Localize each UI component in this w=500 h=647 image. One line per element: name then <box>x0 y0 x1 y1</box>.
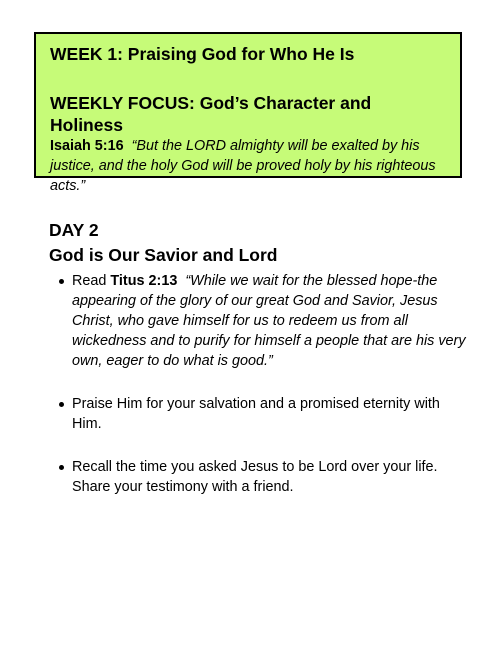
focus-verse <box>50 136 446 196</box>
day-title: God is Our Savior and Lord <box>49 245 278 265</box>
weekly-focus-title: WEEKLY FOCUS: God’s Character and Holiness <box>50 93 372 135</box>
list-item-praise: Praise Him for your salvation and a promised eternity with Him. <box>72 394 469 434</box>
verse-quote: “But the LORD almighty will be exalted by his justice, and the holy God will be proved holy by his righteous acts.” <box>50 138 436 194</box>
read-prefix: Read <box>72 273 111 289</box>
verse-reference: Isaiah 5:16 <box>50 138 124 154</box>
day-section <box>49 219 469 520</box>
scripture-quote: “While we wait for the blessed hope-the appearing of the glory of our great God and Savior, Jesus Christ, who gave himself for us to redeem us from all wickedness and to purify for himself a people that are his very own, eager to do what is good.” <box>72 273 466 369</box>
scripture-reference: Titus 2:13 <box>110 273 178 289</box>
list-item-recall: Recall the time you asked Jesus to be Lord over your life. Share your testimony with a friend. <box>72 457 469 497</box>
day-label: DAY 2 <box>49 220 99 240</box>
devotion-list <box>49 271 469 497</box>
week-title: WEEK 1: Praising God for Who He Is <box>50 44 355 64</box>
weekly-focus-box <box>34 32 462 194</box>
list-item-read-scripture <box>72 271 469 371</box>
